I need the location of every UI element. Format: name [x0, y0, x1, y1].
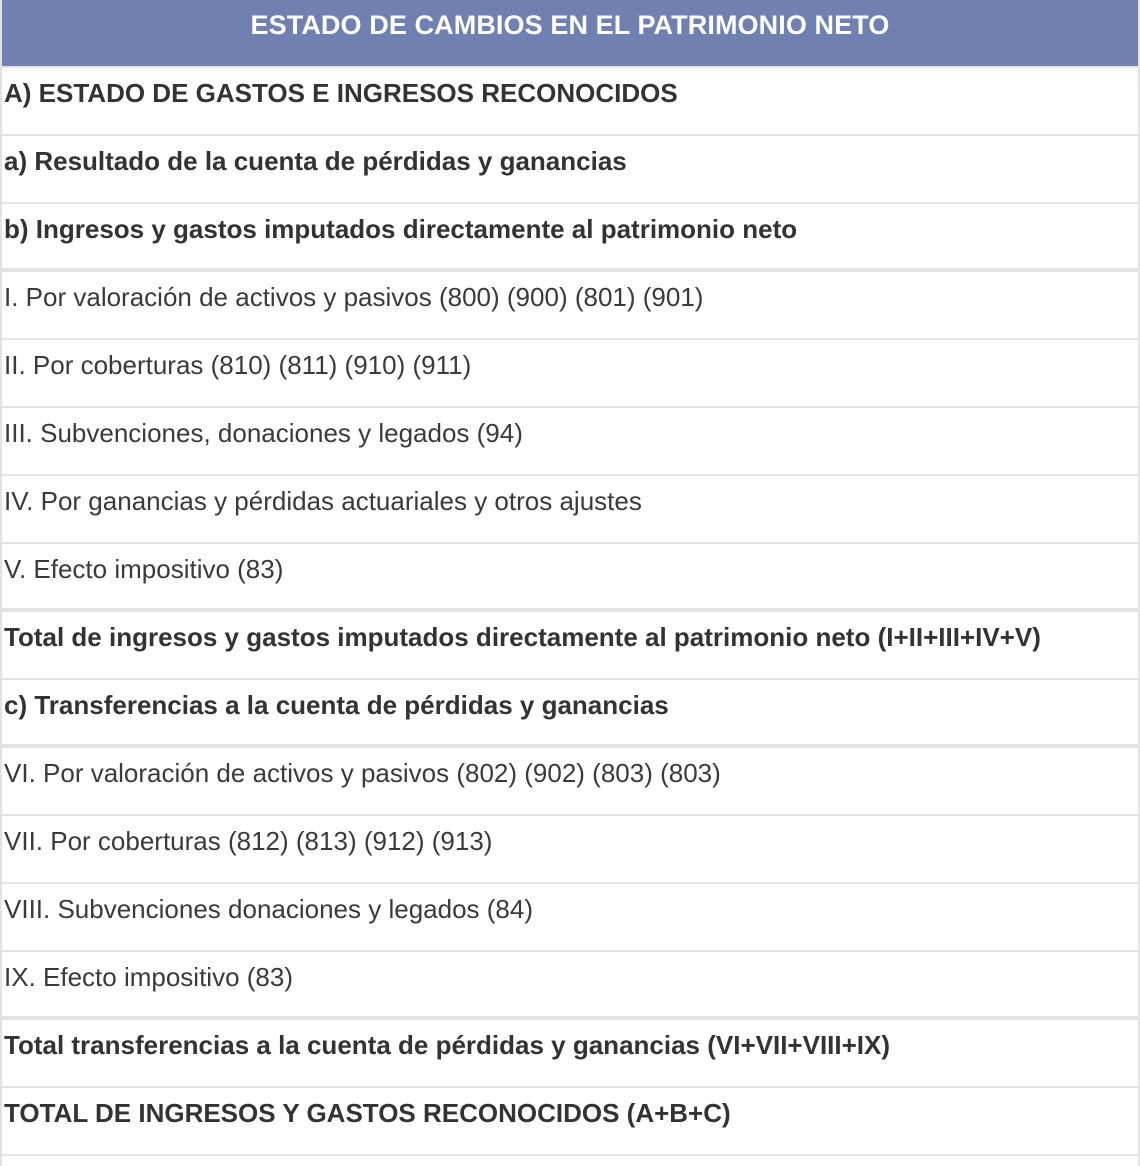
table-row-section-b: b) Ingresos y gastos imputados directamente al patrimonio neto — [2, 204, 1138, 272]
table-row-total-b: Total de ingresos y gastos imputados directamente al patrimonio neto (I+II+III+IV+V) — [2, 612, 1138, 680]
table-row-item-vii: VII. Por coberturas (812) (813) (912) (913) — [2, 816, 1138, 884]
table-row-item-viii: VIII. Subvenciones donaciones y legados (84) — [2, 884, 1138, 952]
table-row-section-c: c) Transferencias a la cuenta de pérdidas y ganancias — [2, 680, 1138, 748]
table-row-item-ii: II. Por coberturas (810) (811) (910) (911) — [2, 340, 1138, 408]
table-row-total-c: Total transferencias a la cuenta de pérdidas y ganancias (VI+VII+VIII+IX) — [2, 1020, 1138, 1088]
table-row-item-iii: III. Subvenciones, donaciones y legados (94) — [2, 408, 1138, 476]
table-row-item-ix: IX. Efecto impositivo (83) — [2, 952, 1138, 1020]
table-row-resultado: a) Resultado de la cuenta de pérdidas y ganancias — [2, 136, 1138, 204]
table-row-item-iv: IV. Por ganancias y pérdidas actuariales y otros ajustes — [2, 476, 1138, 544]
table-row-section-a: A) ESTADO DE GASTOS E INGRESOS RECONOCIDOS — [2, 68, 1138, 136]
table-row-item-v: V. Efecto impositivo (83) — [2, 544, 1138, 612]
table-title: ESTADO DE CAMBIOS EN EL PATRIMONIO NETO — [2, 0, 1138, 68]
table-row-item-i: I. Por valoración de activos y pasivos (800) (900) (801) (901) — [2, 272, 1138, 340]
table-row-grand-total: TOTAL DE INGRESOS Y GASTOS RECONOCIDOS (A+B+C) — [2, 1088, 1138, 1156]
table-row-item-vi: VI. Por valoración de activos y pasivos (802) (902) (803) (803) — [2, 748, 1138, 816]
